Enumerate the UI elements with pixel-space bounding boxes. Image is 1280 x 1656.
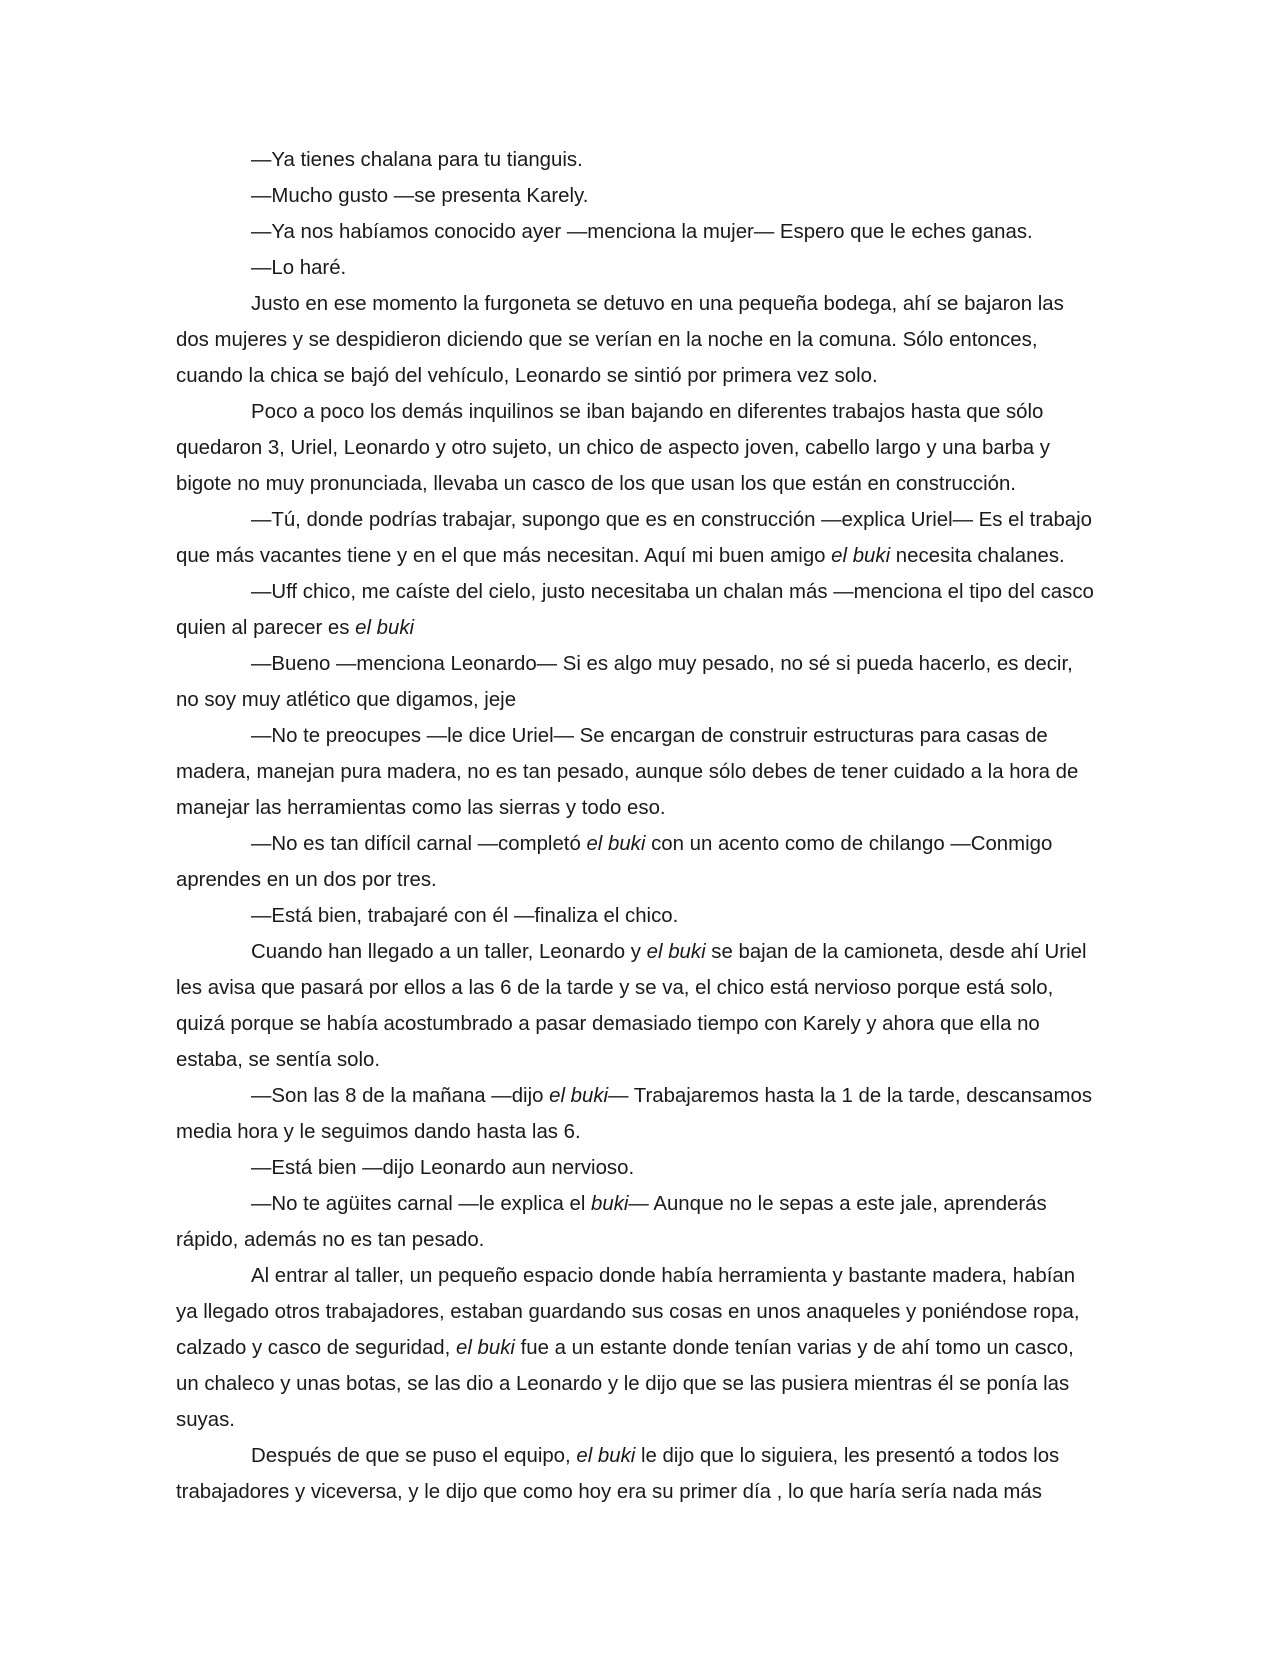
italic-text-run: buki xyxy=(591,1193,629,1215)
paragraph xyxy=(176,286,1098,394)
text-run: Cuando han llegado a un taller, Leonardo y xyxy=(251,941,647,963)
text-run: —Lo haré. xyxy=(251,257,347,279)
italic-text-run: el buki xyxy=(455,1337,515,1359)
italic-text-run: el buki xyxy=(646,941,706,963)
italic-text-run: el buki xyxy=(355,617,415,639)
text-run: Después de que se puso el equipo, xyxy=(251,1445,577,1467)
text-run: —Son las 8 de la mañana —dijo xyxy=(251,1085,550,1107)
paragraph xyxy=(176,502,1098,574)
paragraph xyxy=(176,1078,1098,1150)
text-run: le dijo que lo siguiera, les presentó a todos los trabajadores y viceversa, y le dijo que como hoy era su primer día , lo que haría sería nada más xyxy=(176,1445,1060,1503)
text-run: con un acento como de chilango —Conmigo aprendes en un dos por tres. xyxy=(176,833,1053,891)
text-run: Justo en ese momento la furgoneta se detuvo en una pequeña bodega, ahí se bajaron las dos mujeres y se despidieron diciendo que se verían en la noche en la comuna. Sólo entonces, cuando la chica se bajó del vehículo, Leonardo se sintió por primera vez solo. xyxy=(176,293,1064,387)
paragraph xyxy=(176,1258,1098,1438)
text-run: — Trabajaremos hasta la 1 de la tarde, descansamos media hora y le seguimos dando hasta las 6. xyxy=(176,1085,1093,1143)
italic-text-run: el buki xyxy=(831,545,891,567)
paragraph xyxy=(176,250,1098,286)
paragraph xyxy=(176,1438,1098,1510)
paragraph xyxy=(176,718,1098,826)
paragraph xyxy=(176,394,1098,502)
text-run: —Tú, donde podrías trabajar, supongo que es en construcción —explica Uriel— Es el trabajo que más vacantes tiene y en el que más necesitan. Aquí mi buen amigo xyxy=(176,509,1093,567)
paragraph xyxy=(176,1186,1098,1258)
italic-text-run: el buki xyxy=(576,1445,636,1467)
text-run: —Está bien, trabajaré con él —finaliza el chico. xyxy=(251,905,679,927)
text-run: —No te preocupes —le dice Uriel— Se encargan de construir estructuras para casas de madera, manejan pura madera, no es tan pesado, aunque sólo debes de tener cuidado a la hora de manejar las herramientas como las sierras y todo eso. xyxy=(176,725,1079,819)
text-run: se bajan de la camioneta, desde ahí Uriel les avisa que pasará por ellos a las 6 de la tarde y se va, el chico está nervioso porque está solo, quizá porque se había acostumbrado a pasar demasiado tiempo con Karely y ahora que ella no estaba, se sentía solo. xyxy=(176,941,1087,1071)
text-run: —Está bien —dijo Leonardo aun nervioso. xyxy=(251,1157,635,1179)
paragraph xyxy=(176,826,1098,898)
paragraph xyxy=(176,574,1098,646)
document-body xyxy=(176,142,1098,1510)
text-run: —Bueno —menciona Leonardo— Si es algo muy pesado, no sé si pueda hacerlo, es decir, no soy muy atlético que digamos, jeje xyxy=(176,653,1073,711)
italic-text-run: el buki xyxy=(586,833,646,855)
text-run: —Ya tienes chalana para tu tianguis. xyxy=(251,149,583,171)
text-run: — Aunque no le sepas a este jale, aprenderás rápido, además no es tan pesado. xyxy=(176,1193,1047,1251)
text-run: —Ya nos habíamos conocido ayer —menciona la mujer— Espero que le eches ganas. xyxy=(251,221,1033,243)
italic-text-run: el buki xyxy=(549,1085,609,1107)
paragraph xyxy=(176,934,1098,1078)
text-run: —No te agüites carnal —le explica el xyxy=(251,1193,592,1215)
text-run: —Mucho gusto —se presenta Karely. xyxy=(251,185,589,207)
text-run: fue a un estante donde tenían varias y de ahí tomo un casco, un chaleco y unas botas, se las dio a Leonardo y le dijo que se las pusiera mientras él se ponía las suyas. xyxy=(176,1337,1074,1431)
text-run: necesita chalanes. xyxy=(890,545,1065,567)
paragraph xyxy=(176,1150,1098,1186)
paragraph xyxy=(176,214,1098,250)
paragraph xyxy=(176,646,1098,718)
text-run: —No es tan difícil carnal —completó xyxy=(251,833,587,855)
text-run: Al entrar al taller, un pequeño espacio donde había herramienta y bastante madera, habían ya llegado otros trabajadores, estaban guardando sus cosas en unos anaqueles y poniéndose ropa, calzado y casco de seguridad, xyxy=(176,1265,1080,1359)
paragraph xyxy=(176,898,1098,934)
text-run: —Uff chico, me caíste del cielo, justo necesitaba un chalan más —menciona el tipo del casco quien al parecer es xyxy=(176,581,1094,639)
paragraph xyxy=(176,178,1098,214)
text-run: Poco a poco los demás inquilinos se iban bajando en diferentes trabajos hasta que sólo quedaron 3, Uriel, Leonardo y otro sujeto, un chico de aspecto joven, cabello largo y una barba y bigote no muy pronunciada, llevaba un casco de los que usan los que están en construcción. xyxy=(176,401,1050,495)
paragraph xyxy=(176,142,1098,178)
